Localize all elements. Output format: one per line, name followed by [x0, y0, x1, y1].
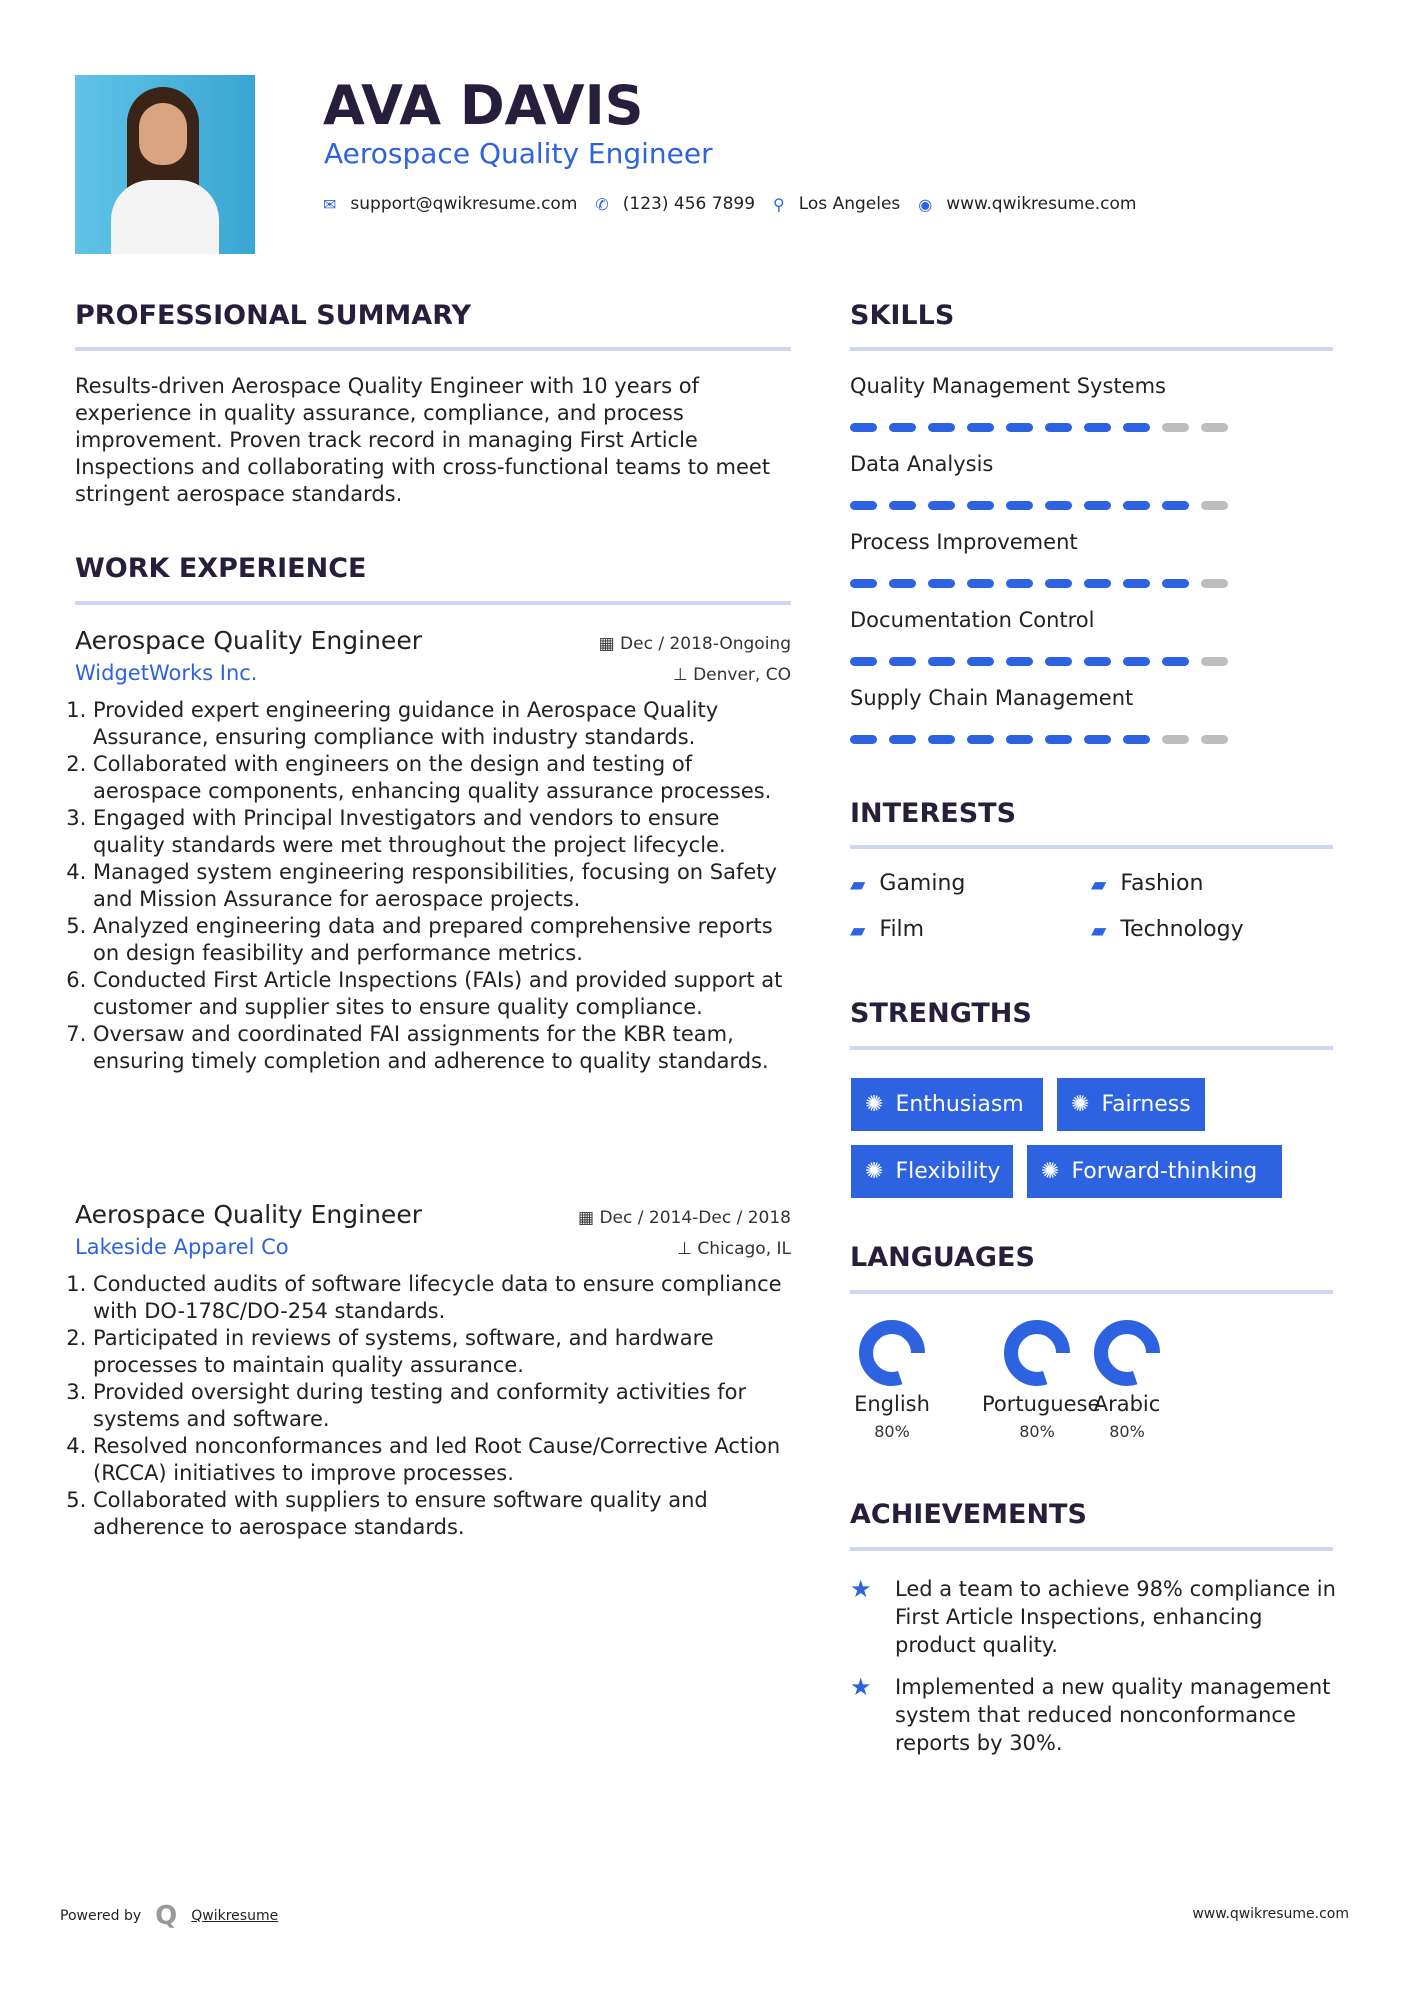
skill-level-dash	[1123, 501, 1150, 510]
achievements-heading: ACHIEVEMENTS	[850, 1499, 1087, 1530]
job-date: Dec / 2018-Ongoing	[620, 634, 791, 654]
contact-bar	[323, 194, 1155, 214]
envelope-icon: ✉	[323, 194, 337, 214]
list-item: 1. Provided expert engineering guidance in Aerospace Quality Assurance, ensuring compliance with industry standards.	[93, 697, 791, 751]
job-entry	[75, 626, 791, 1075]
interests-heading: INTERESTS	[850, 798, 1017, 829]
pin-icon: ⊥	[672, 665, 694, 685]
skill-level-dash	[1123, 423, 1150, 432]
skill-level-dash	[1045, 657, 1072, 666]
location: Los Angeles	[798, 194, 901, 214]
badge-icon: ✺	[865, 1159, 884, 1184]
language-percent: 80%	[874, 1422, 910, 1441]
achievement-text: Led a team to achieve 98% compliance in First Article Inspections, enhancing product quality.	[895, 1577, 1336, 1657]
divider	[850, 1547, 1333, 1551]
skill-level-dash	[850, 423, 877, 432]
badge-icon: ✺	[865, 1092, 884, 1117]
globe-icon: ◉	[918, 194, 933, 214]
footer-site[interactable]: www.qwikresume.com	[1192, 1906, 1349, 1922]
skill-level-dash	[967, 735, 994, 744]
skill-level-dash	[850, 501, 877, 510]
skill-level-dash	[850, 579, 877, 588]
summary-heading: PROFESSIONAL SUMMARY	[75, 300, 472, 331]
divider	[850, 1046, 1333, 1050]
list-item: 6. Conducted First Article Inspections (FAIs) and provided support at customer and supplier sites to ensure quality compliance.	[93, 967, 791, 1021]
list-item: 3. Provided oversight during testing and conformity activities for systems and software.	[93, 1379, 791, 1433]
powered-by: Powered by	[60, 1908, 142, 1924]
skill-level-dash	[1045, 501, 1072, 510]
interest-label: Gaming	[879, 871, 966, 896]
skill-level-dash	[928, 423, 955, 432]
skill-level-dash	[1201, 735, 1228, 744]
skill-level-dash	[1006, 735, 1033, 744]
candidate-name: AVA DAVIS	[323, 74, 644, 137]
skill-level-bar	[850, 657, 1333, 666]
skill-level-dash	[1123, 579, 1150, 588]
strength-badge	[851, 1078, 1043, 1131]
candidate-title: Aerospace Quality Engineer	[324, 137, 713, 170]
job-date: Dec / 2014-Dec / 2018	[599, 1208, 791, 1228]
map-marker-icon: ⚲	[773, 194, 785, 214]
language-item	[1072, 1318, 1182, 1441]
list-item: 1. Conducted audits of software lifecycle data to ensure compliance with DO-178C/DO-254 standards.	[93, 1271, 791, 1325]
skill-level-dash	[1045, 579, 1072, 588]
skill-level-bar	[850, 579, 1333, 588]
strengths-heading: STRENGTHS	[850, 998, 1032, 1029]
skill-level-bar	[850, 735, 1333, 744]
website[interactable]: www.qwikresume.com	[946, 194, 1137, 214]
experience-heading: WORK EXPERIENCE	[75, 553, 367, 584]
skill-level-dash	[1084, 735, 1111, 744]
list-item: 5. Collaborated with suppliers to ensure software quality and adherence to aerospace standards.	[93, 1487, 791, 1541]
skill-level-dash	[967, 423, 994, 432]
skill-level-dash	[1201, 423, 1228, 432]
skill-level-dash	[1162, 423, 1189, 432]
phone: (123) 456 7899	[622, 194, 756, 214]
summary-text: Results-driven Aerospace Quality Engineer with 10 years of experience in quality assurance, compliance, and process improvement. Proven track record in managing First Article Inspections and collaborating with cross-functional teams to meet stringent aerospace standards.	[75, 374, 771, 506]
list-item: 4. Resolved nonconformances and led Root Cause/Corrective Action (RCCA) initiatives to improve processes.	[93, 1433, 791, 1487]
interest-label: Film	[879, 917, 925, 942]
language-progress-ring	[1002, 1318, 1072, 1388]
languages-heading: LANGUAGES	[850, 1242, 1035, 1273]
strength-label: Fairness	[1101, 1092, 1191, 1117]
skill-level-dash	[1201, 501, 1228, 510]
skill-level-dash	[1162, 657, 1189, 666]
job-title: Aerospace Quality Engineer	[75, 626, 422, 655]
divider	[850, 845, 1333, 849]
skill-label: Supply Chain Management	[850, 686, 1134, 710]
skill-item	[850, 452, 1333, 510]
book-icon: ▰	[1091, 917, 1107, 942]
skill-level-dash	[1084, 657, 1111, 666]
company-name: Lakeside Apparel Co	[75, 1235, 289, 1259]
divider	[75, 601, 791, 605]
language-percent: 80%	[1109, 1422, 1145, 1441]
qwikresume-logo-icon: Q	[155, 1901, 178, 1931]
star-icon: ★	[850, 1673, 872, 1701]
strength-badge	[1027, 1145, 1282, 1198]
interest-item	[850, 917, 924, 942]
skill-level-dash	[889, 423, 916, 432]
profile-photo	[75, 75, 255, 254]
footer-left	[60, 1901, 278, 1931]
language-progress-ring	[857, 1318, 927, 1388]
job-location: Denver, CO	[693, 665, 791, 685]
language-name: English	[854, 1392, 930, 1416]
skill-level-dash	[1006, 423, 1033, 432]
email[interactable]: support@qwikresume.com	[350, 194, 578, 214]
list-item: 2. Collaborated with engineers on the design and testing of aerospace components, enhancing quality assurance processes.	[93, 751, 791, 805]
language-progress-ring	[1092, 1318, 1162, 1388]
list-item: 5. Analyzed engineering data and prepared comprehensive reports on design feasibility and performance metrics.	[93, 913, 791, 967]
divider	[850, 347, 1333, 351]
skill-item	[850, 374, 1333, 432]
interest-item	[850, 871, 965, 896]
skill-level-dash	[1084, 423, 1111, 432]
star-icon: ★	[850, 1575, 872, 1603]
skills-heading: SKILLS	[850, 300, 955, 331]
skill-level-dash	[1162, 735, 1189, 744]
achievement-item	[850, 1673, 1340, 1757]
list-item: 3. Engaged with Principal Investigators and vendors to ensure quality standards were met throughout the project lifecycle.	[93, 805, 791, 859]
skill-level-dash	[928, 735, 955, 744]
skill-level-dash	[1162, 501, 1189, 510]
skill-label: Documentation Control	[850, 608, 1095, 632]
brand-link[interactable]: Qwikresume	[191, 1908, 279, 1924]
job-entry	[75, 1200, 791, 1541]
skills-list	[850, 374, 1333, 764]
strength-badge	[851, 1145, 1013, 1198]
skill-label: Data Analysis	[850, 452, 994, 476]
skill-level-dash	[1045, 423, 1072, 432]
language-item	[837, 1318, 947, 1441]
strength-label: Enthusiasm	[895, 1092, 1024, 1117]
skill-level-dash	[889, 579, 916, 588]
calendar-icon: ▦	[578, 1208, 600, 1228]
phone-icon: ✆	[595, 194, 609, 214]
achievement-item	[850, 1575, 1340, 1659]
skill-level-dash	[967, 579, 994, 588]
skill-level-dash	[1084, 579, 1111, 588]
skill-level-dash	[1006, 501, 1033, 510]
skill-level-dash	[967, 501, 994, 510]
skill-level-dash	[1123, 657, 1150, 666]
language-name: Portuguese	[982, 1392, 1101, 1416]
skill-level-dash	[889, 657, 916, 666]
skill-level-dash	[1123, 735, 1150, 744]
skill-level-dash	[850, 735, 877, 744]
language-name: Arabic	[1093, 1392, 1161, 1416]
company-name: WidgetWorks Inc.	[75, 661, 258, 685]
skill-item	[850, 686, 1333, 744]
skill-level-dash	[889, 735, 916, 744]
skill-level-dash	[928, 579, 955, 588]
skill-level-dash	[928, 501, 955, 510]
list-item: 4. Managed system engineering responsibilities, focusing on Safety and Mission Assurance for aerospace projects.	[93, 859, 791, 913]
skill-level-bar	[850, 501, 1333, 510]
skill-level-dash	[967, 657, 994, 666]
interest-label: Fashion	[1120, 871, 1204, 896]
skill-label: Process Improvement	[850, 530, 1078, 554]
skill-item	[850, 608, 1333, 666]
skill-level-dash	[889, 501, 916, 510]
interest-item	[1091, 917, 1244, 942]
job-location: Chicago, IL	[697, 1239, 791, 1259]
book-icon: ▰	[1091, 871, 1107, 896]
interest-label: Technology	[1120, 917, 1244, 942]
interest-item	[1091, 871, 1203, 896]
skill-level-dash	[1006, 579, 1033, 588]
book-icon: ▰	[850, 871, 866, 896]
skill-level-dash	[1084, 501, 1111, 510]
list-item: 7. Oversaw and coordinated FAI assignments for the KBR team, ensuring timely completion and adherence to quality standards.	[93, 1021, 791, 1075]
skill-level-bar	[850, 423, 1333, 432]
book-icon: ▰	[850, 917, 866, 942]
badge-icon: ✺	[1071, 1092, 1090, 1117]
skill-level-dash	[1006, 657, 1033, 666]
achievement-text: Implemented a new quality management system that reduced nonconformance reports by 30%.	[895, 1675, 1331, 1755]
calendar-icon: ▦	[598, 634, 621, 654]
skill-level-dash	[1162, 579, 1189, 588]
skill-level-dash	[1201, 657, 1228, 666]
skill-label: Quality Management Systems	[850, 374, 1166, 398]
skill-level-dash	[1045, 735, 1072, 744]
badge-icon: ✺	[1041, 1159, 1060, 1184]
divider	[75, 347, 791, 351]
language-percent: 80%	[1019, 1422, 1055, 1441]
skill-level-dash	[850, 657, 877, 666]
skill-level-dash	[1201, 579, 1228, 588]
strength-badge	[1057, 1078, 1205, 1131]
job-title: Aerospace Quality Engineer	[75, 1200, 422, 1229]
strength-label: Forward-thinking	[1071, 1159, 1258, 1184]
pin-icon: ⊥	[677, 1239, 698, 1259]
skill-item	[850, 530, 1333, 588]
list-item: 2. Participated in reviews of systems, software, and hardware processes to maintain quality assurance.	[93, 1325, 791, 1379]
strength-label: Flexibility	[895, 1159, 1001, 1184]
divider	[850, 1290, 1333, 1294]
skill-level-dash	[928, 657, 955, 666]
